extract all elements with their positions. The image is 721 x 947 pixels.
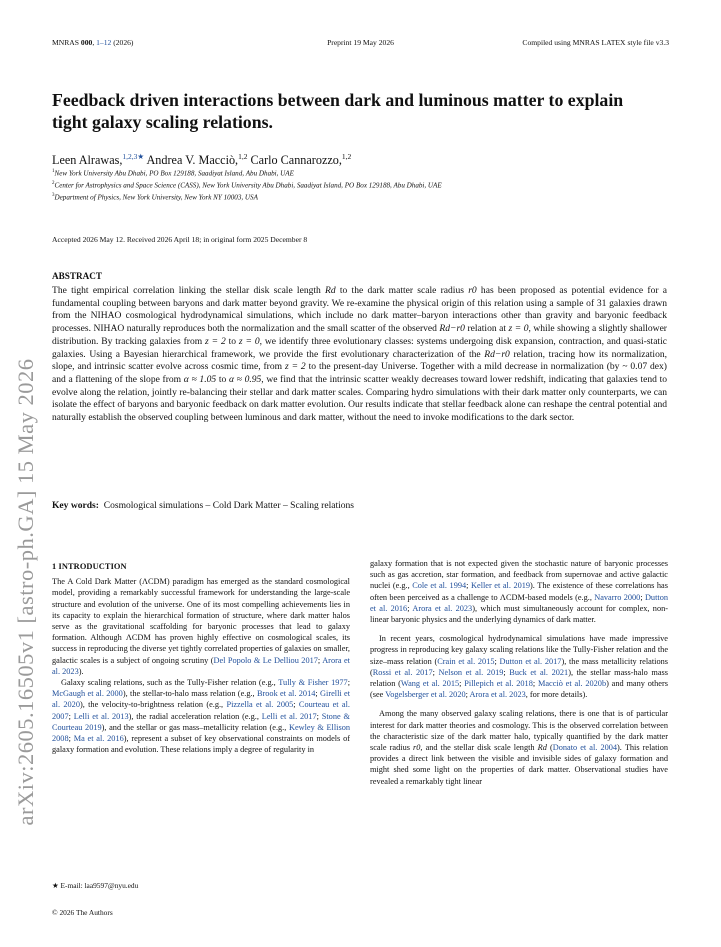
footnote-mark: ★ xyxy=(52,881,59,890)
citation-link[interactable]: Tully & Fisher 1977 xyxy=(278,678,348,688)
citation-link[interactable]: Pizzella et al. 2005 xyxy=(226,700,294,710)
paragraph: Galaxy scaling relations, such as the Tully-Fisher relation (e.g., Tully & Fisher 1977; McGaugh et al. 2000), the stellar-to-halo mass relation (e.g., Brook et al. 2014; Girelli et al. 2020), the velocity-to-brightness relation (e.g., Pizzella et al. 2005; Courteau et al. 2007; Lelli et al. 2013), the radial acceleration relation (e.g., Lelli et al. 2017; Stone & Courteau 2019), and the stellar or gas mass–metallicity relation (e.g., Kewley & Ellison 2008; Ma et al. 2016), represent a subset of key observational constraints on models of galaxy formation and evolution. These relations imply a degree of regularity in xyxy=(52,678,351,755)
citation-link[interactable]: Dutton et al. 2016 xyxy=(370,592,668,613)
keywords: Key words: Cosmological simulations – Cold Dark Matter – Scaling relations xyxy=(52,500,355,511)
citation-link[interactable]: Arora et al. 2023 xyxy=(469,690,526,700)
citation-link[interactable]: Wang et al. 2015 xyxy=(400,679,460,689)
citation-link[interactable]: Arora et al. 2023 xyxy=(412,603,473,613)
citation-link[interactable]: Nelson et al. 2019 xyxy=(438,667,504,677)
affiliation: $^3$Department of Physics, New York University, New York NY 10003, USA xyxy=(52,193,258,202)
author-affiliation-marks: 1,2 xyxy=(238,152,248,161)
abstract-text: The tight empirical correlation linking the stellar disk scale length Rd to the dark matter scale radius r0 has been proposed as potential evidence for a fundamental coupling between baryons and dark matter beyond gravity. We re-examine the physical origin of this relation using a sample of 31 galaxies drawn from the NIHAO cosmological hydrodynamical simulations, which include no dark matter–baryon interactions other than gravity and baryonic feedback processes. NIHAO naturally reproduces both the normalization and the small scatter of the observed Rd−r0 relation at z = 0, while showing a slightly shallower distribution. By tracking galaxies from z = 2 to z = 0, we identify three evolutionary classes: systems undergoing disk expansion, contraction, and quasi-static galaxies. Using a Bayesian hierarchical framework, we provide the first evolutionary characterization of the Rd−r0 relation, tracing how its normalization, slope, and intrinsic scatter evolve across cosmic time, from z = 2 to the present-day Universe. Together with a mild decrease in normalization (by ~ 0.07 dex) and a flattening of the slope from α ≈ 1.05 to α ≈ 0.95, we find that the intrinsic scatter weakly decreases toward lower redshift, indicating that galaxies tend to evolve along the relation, jointly re-balancing their stellar and dark matter scales. Comparing hydro simulations with their dark matter only counterparts, we can isolate the effect of baryons and baryonic feedback on dark matter evolution. Our results indicate that stellar feedback alone can reshape the central potential and naturally establish the observed coupling between luminous and dark matter, without the need to invoke modifications to the dark sector. xyxy=(52,285,667,424)
citation-link[interactable]: Buck et al. 2021 xyxy=(509,667,569,677)
body-column-right xyxy=(370,558,668,787)
style-file-note: Compiled using MNRAS LATEX style file v3.3 xyxy=(522,38,669,47)
author-name: Leen Alrawas, xyxy=(52,153,123,168)
paragraph: In recent years, cosmological hydrodynamical simulations have made impressive progress in reproducing key galaxy scaling relations like the Tully-Fisher relation and the size–mass relation (Crain et al. 2015; Dutton et al. 2017), the mass metallicity relations (Rossi et al. 2017; Nelson et al. 2019; Buck et al. 2021), the stellar mass-halo mass relation (Wang et al. 2015; Pillepich et al. 2018; Macciò et al. 2020b) and many others (see Vogelsberger et al. 2020; Arora et al. 2023, for more details). xyxy=(370,634,668,700)
footnote-email: ★ E-mail: laa9597@nyu.edu xyxy=(52,881,139,890)
paper-title: Feedback driven interactions between dark and luminous matter to explain tight galaxy scaling relations. xyxy=(52,90,624,132)
paragraph: Among the many observed galaxy scaling relations, there is one that is of particular interest for dark matter theories and cosmology. This is the observed correlation between the characteristic size of the dark matter halo, typically quantified by the dark matter scale radius r0, and the stellar disk scale length Rd (Donato et al. 2004). This relation provides a direct link between the visible and invisible sides of galaxy formation and might shed some light on the properties of dark matter. Observational studies have revealed a remarkably tight linear xyxy=(370,709,668,786)
paragraph: galaxy formation that is not expected given the stochastic nature of baryonic processes such as gas accretion, star formation, and feedback from supernovae and active galactic nuclei (e.g., Cole et al. 1994; Keller et al. 2019). The existence of these correlations has often been perceived as a challenge to ΛCDM-based models (e.g., Navarro 2000; Dutton et al. 2016; Arora et al. 2023), which must simultaneously account for complex, non-linear baryonic physics and the underlying dynamics of dark matter. xyxy=(370,559,668,625)
journal-citation: MNRAS 000, 1–12 (2026) xyxy=(52,38,134,47)
paragraph: The A Cold Dark Matter (ΛCDM) paradigm has emerged as the standard cosmological model, providing a remarkably successful framework for understanding the large-scale structure and evolution of the universe. One of its most compelling achievements lies in its capacity to explain the hierarchical formation of structure, where dark matter halos serve as the gravitational scaffolding for baryonic processes that lead to galaxy formation. Although ΛCDM has proven highly effective on cosmological scales, its success in reproducing the diverse yet tightly correlated properties of galaxies on smaller, galactic scales is a subject of ongoing scrutiny (Del Popolo & Le Delliou 2017; Arora et al. 2023). xyxy=(52,577,350,676)
affiliation: $^1$New York University Abu Dhabi, PO Box 129188, Saadiyat Island, Abu Dhabi, UAE xyxy=(52,169,294,178)
section-heading-introduction: 1 INTRODUCTION xyxy=(52,562,127,571)
arxiv-identifier-stamp: arXiv:2605.16505v1 [astro-ph.GA] 15 May 2026 xyxy=(13,358,38,826)
citation-link[interactable]: Girelli et al. 2020 xyxy=(52,689,351,710)
citation-link[interactable]: Kewley & Ellison 2008 xyxy=(52,722,350,744)
citation-link[interactable]: Courteau et al. 2007 xyxy=(52,700,350,721)
citation-link[interactable]: Vogelsberger et al. 2020 xyxy=(385,690,466,700)
author-list xyxy=(52,152,351,168)
citation-link[interactable]: Ma et al. 2016 xyxy=(73,734,124,744)
citation-link[interactable]: Keller et al. 2019 xyxy=(471,581,531,591)
copyright-notice: © 2026 The Authors xyxy=(52,908,113,917)
citation-link[interactable]: Arora et al. 2023 xyxy=(52,655,350,676)
author-name: Andrea V. Macciò, xyxy=(146,153,239,168)
citation-link[interactable]: Donato et al. 2004 xyxy=(552,743,618,753)
author-affiliation-marks[interactable]: 1,2,3★ xyxy=(122,152,145,161)
citation-link[interactable]: Rossi et al. 2017 xyxy=(372,667,433,677)
preprint-date: Preprint 19 May 2026 xyxy=(327,38,394,47)
affiliation: $^2$Center for Astrophysics and Space Science (CASS), New York University Abu Dhabi, Saadiyat Island, PO Box 129188, Abu Dhabi, UAE xyxy=(52,181,442,190)
citation-link[interactable]: Dutton et al. 2017 xyxy=(499,656,562,666)
citation-link[interactable]: Cole et al. 1994 xyxy=(412,581,467,591)
author-affiliation-marks: 1,2 xyxy=(341,152,352,161)
citation-link[interactable]: Del Popolo & Le Delliou 2017 xyxy=(213,655,318,665)
citation-link[interactable]: Pillepich et al. 2018 xyxy=(464,679,533,689)
abstract-heading: ABSTRACT xyxy=(52,271,103,281)
running-header xyxy=(52,38,669,50)
citation-link[interactable]: Crain et al. 2015 xyxy=(437,656,495,666)
citation-link[interactable]: Lelli et al. 2013 xyxy=(73,711,129,721)
citation-link[interactable]: Navarro 2000 xyxy=(594,592,641,602)
author-name: Carlo Cannarozzo, xyxy=(250,153,342,168)
citation-link[interactable]: Macciò et al. 2020b xyxy=(537,679,607,689)
citation-link[interactable]: Brook et al. 2014 xyxy=(256,689,316,699)
citation-link[interactable]: Lelli et al. 2017 xyxy=(261,711,317,721)
page-range-link[interactable]: 1–12 xyxy=(96,38,112,47)
acceptance-dates: Accepted 2026 May 12. Received 2026 April 18; in original form 2025 December 8 xyxy=(52,235,308,244)
citation-link[interactable]: McGaugh et al. 2000 xyxy=(52,689,123,699)
body-column-left xyxy=(52,561,350,755)
citation-link[interactable]: Stone & Courteau 2019 xyxy=(52,711,350,732)
